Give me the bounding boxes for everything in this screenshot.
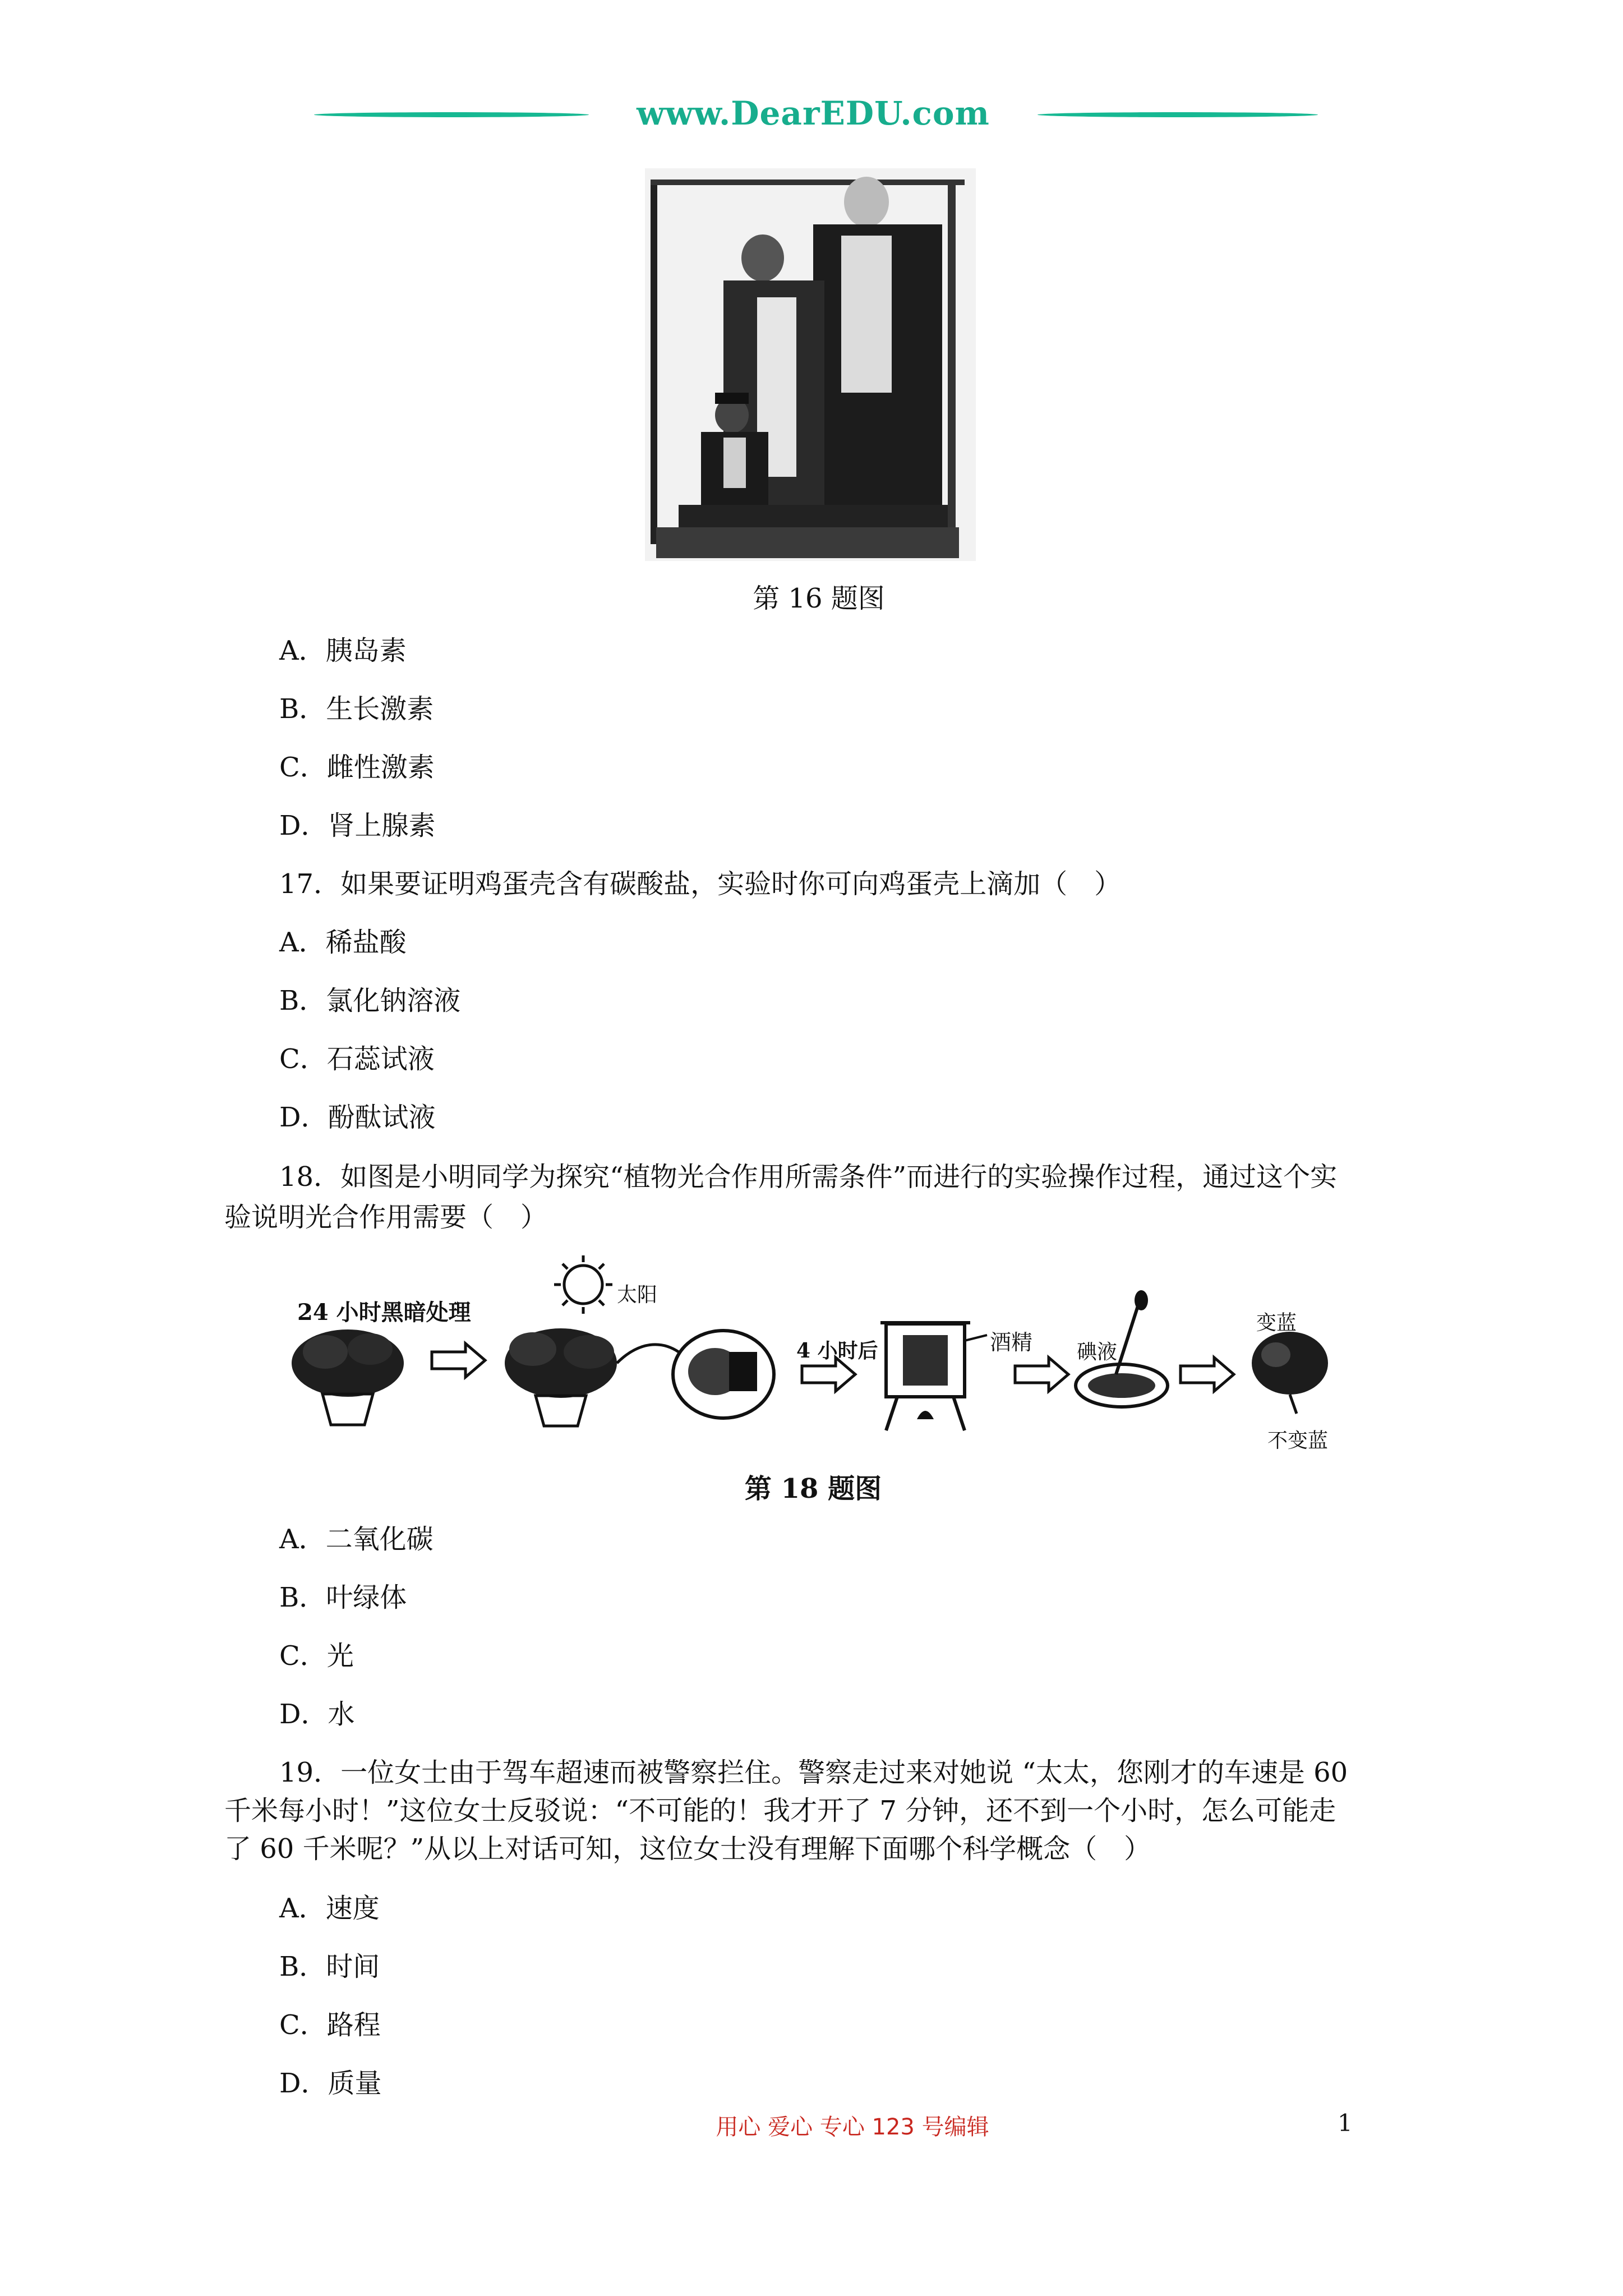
q18-option-a: A．二氧化碳 bbox=[279, 1524, 434, 1555]
label-not-blue: 不变蓝 bbox=[1267, 1429, 1329, 1452]
header-right-swoosh bbox=[1038, 112, 1318, 117]
q19-question-line2: 千米每小时！”这位女士反驳说：“不可能的！我才开了 7 分钟，还不到一个小时，怎么可能走 bbox=[224, 1795, 1336, 1826]
figure-16-photo bbox=[645, 168, 976, 561]
label-alcohol: 酒精 bbox=[990, 1330, 1033, 1355]
q19-option-b: B．时间 bbox=[279, 1951, 380, 1982]
label-4-hours: 4 小时后 bbox=[796, 1339, 878, 1363]
q17-option-c: C．石蕊试液 bbox=[279, 1043, 435, 1075]
header-left-swoosh bbox=[314, 112, 589, 117]
q18-option-c: C．光 bbox=[279, 1640, 354, 1672]
q17-question: 17．如果要证明鸡蛋壳含有碳酸盐，实验时你可向鸡蛋壳上滴加（ ） bbox=[279, 868, 1122, 900]
leaf-sample-dish-icon bbox=[673, 1331, 774, 1418]
page-footer-text: 用心 爱心 专心 123 号编辑 bbox=[716, 2114, 989, 2140]
q16-option-c: C．雌性激素 bbox=[279, 752, 435, 783]
label-dark-treatment: 24 小时黑暗处理 bbox=[297, 1299, 471, 1326]
result-leaf-icon bbox=[1252, 1332, 1328, 1414]
photo-illustration bbox=[645, 168, 976, 561]
plant-in-sunlight-icon bbox=[505, 1328, 617, 1426]
q19-question-line1: 19．一位女士由于驾车超速而被警察拦住。警察走过来对她说 “太太，您刚才的车速是 60 bbox=[279, 1757, 1348, 1788]
q19-option-a: A．速度 bbox=[279, 1893, 380, 1924]
arrow-right-icon bbox=[1015, 1358, 1068, 1391]
figure-16-caption: 第 16 题图 bbox=[753, 583, 885, 614]
arrow-right-icon bbox=[432, 1343, 485, 1377]
alcohol-water-bath-icon bbox=[880, 1323, 987, 1430]
figure-18-diagram bbox=[280, 1251, 1346, 1464]
figure-18-caption: 第 18 题图 bbox=[744, 1473, 882, 1504]
label-iodine: 碘液 bbox=[1077, 1341, 1118, 1364]
q19-question-line3: 了 60 千米呢？”从以上对话可知，这位女士没有理解下面哪个科学概念（ ） bbox=[224, 1833, 1151, 1865]
q16-option-d: D．肾上腺素 bbox=[279, 810, 436, 841]
q19-option-c: C．路程 bbox=[279, 2009, 381, 2041]
sun-icon bbox=[554, 1255, 612, 1314]
q16-option-a: A．胰岛素 bbox=[279, 635, 407, 666]
label-turns-blue: 变蓝 bbox=[1256, 1312, 1297, 1335]
q17-option-d: D．酚酞试液 bbox=[279, 1102, 436, 1133]
plant-dark-treatment-icon bbox=[292, 1329, 404, 1425]
page-number: 1 bbox=[1338, 2109, 1353, 2137]
q17-option-b: B．氯化钠溶液 bbox=[279, 985, 461, 1016]
q18-option-d: D．水 bbox=[279, 1699, 355, 1730]
site-logo-text: www.DearEDU.com bbox=[637, 94, 990, 132]
q18-question-line2: 验说明光合作用需要（ ） bbox=[224, 1202, 548, 1233]
q19-option-d: D．质量 bbox=[279, 2068, 382, 2099]
arrow-right-icon bbox=[1181, 1358, 1234, 1391]
q17-option-a: A．稀盐酸 bbox=[279, 927, 407, 958]
q16-option-b: B．生长激素 bbox=[279, 693, 434, 725]
q18-question-line1: 18．如图是小明同学为探究“植物光合作用所需条件”而进行的实验操作过程，通过这个实 bbox=[279, 1161, 1338, 1193]
q18-option-b: B．叶绿体 bbox=[279, 1582, 407, 1613]
label-sun: 太阳 bbox=[617, 1283, 658, 1306]
